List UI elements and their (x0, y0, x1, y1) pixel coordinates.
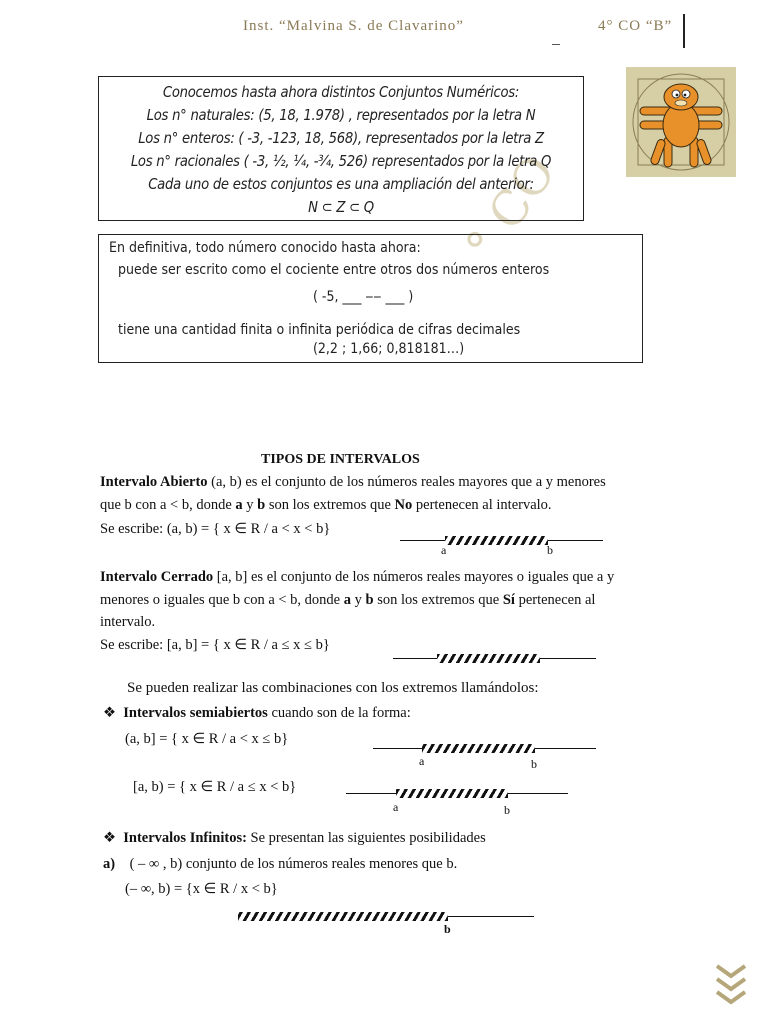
interval-hatch (396, 789, 508, 798)
label-b: b (531, 757, 537, 771)
box1-line: Los n° naturales: (5, 18, 1.978) , representados por la letra N (146, 106, 536, 124)
label-a: a (393, 800, 399, 814)
label-b: b (504, 803, 510, 817)
scroll-down-icon[interactable] (714, 962, 748, 1011)
abierto-escribe: Se escribe: (a, b) = { x ∈ R / a < x < b} (100, 521, 331, 537)
bullet-icon: ❖ (103, 705, 116, 721)
box1-line: N ⊂ Z ⊂ Q (308, 198, 374, 216)
section-title: TIPOS DE INTERVALOS (261, 452, 420, 467)
abierto-text-2c: pertenecen al intervalo. (412, 497, 552, 513)
cerrado-b: b (365, 592, 374, 608)
inf-a-def: (– ∞, b) = {x ∈ R / x < b} (125, 881, 278, 897)
box1-line: Conocemos hasta ahora distintos Conjuntos Numéricos: (162, 83, 520, 101)
header-dash (552, 44, 560, 45)
box1-line: Cada uno de estos conjuntos es una ampliación del anterior: (148, 175, 534, 193)
bullet-icon: ❖ (103, 830, 116, 846)
box2-line-5: (2,2 ; 1,66; 0,818181…) (313, 341, 465, 357)
semi-text: cuando son de la forma: (267, 705, 411, 721)
abierto-line-2 (100, 497, 552, 514)
cerrado-text-1: [a, b] es el conjunto de los números reales mayores o iguales que a y (216, 569, 615, 585)
label-a: a (441, 543, 447, 557)
cerrado-term: Intervalo Cerrado (100, 569, 214, 585)
garfield-vitruvian-image (626, 67, 736, 177)
cerrado-a: a (343, 592, 351, 608)
interval-hatch (422, 744, 535, 753)
box2-line-3: ( -5, ___ ‒‒ ___ ) (313, 289, 414, 305)
abierto-y: y (242, 497, 258, 513)
cerrado-text-2b: son los extremos que (373, 592, 503, 608)
abierto-text-1: (a, b) es el conjunto de los números reales mayores que a y menores (211, 474, 606, 490)
abierto-b: b (257, 497, 266, 513)
combinaciones-text: Se pueden realizar las combinaciones con los extremos llamándolos: (127, 680, 539, 696)
interval-hatch (437, 654, 540, 663)
watermark: ° CO (455, 145, 568, 273)
inf-heading (103, 830, 486, 847)
cerrado-y: y (351, 592, 366, 608)
box2-line-1: En definitiva, todo número conocido hasta ahora: (109, 240, 421, 256)
semi-1: (a, b] = { x ∈ R / a < x ≤ b} (125, 731, 289, 747)
inf-a (103, 856, 457, 873)
abierto-text-2b: son los extremos que (265, 497, 395, 513)
numeric-sets-box (98, 76, 584, 221)
box1-line: Los n° racionales ( -3, ½, ¼, -¾, 526) representados por la letra Q (130, 152, 552, 170)
label-b: b (547, 543, 553, 557)
semi-term: Intervalos semiabiertos (123, 705, 268, 721)
abierto-text-2a: que b con a < b, donde (100, 497, 236, 513)
semi-heading (103, 705, 411, 722)
inf-a-text: ( – ∞ , b) conjunto de los números reales menores que b. (129, 856, 458, 872)
cerrado-escribe: Se escribe: [a, b] = { x ∈ R / a ≤ x ≤ b} (100, 637, 330, 653)
cerrado-text-2c: pertenecen al (514, 592, 596, 608)
header-course: 4° CO “B” (598, 18, 673, 34)
cerrado-text-3: intervalo. (100, 614, 156, 630)
semi-2: [a, b) = { x ∈ R / a ≤ x < b} (133, 779, 297, 795)
inf-text: Se presentan las siguientes posibilidades (246, 830, 486, 846)
label-b: b (444, 922, 451, 936)
abierto-term: Intervalo Abierto (100, 474, 208, 490)
cerrado-line-1 (100, 569, 614, 586)
abierto-no: No (394, 497, 413, 513)
cerrado-si: Sí (502, 592, 515, 608)
abierto-a: a (235, 497, 243, 513)
box2-line-4: tiene una cantidad finita o infinita periódica de cifras decimales (118, 322, 521, 338)
definition-box (98, 234, 643, 363)
label-a: a (419, 754, 425, 768)
cerrado-line-2 (100, 592, 595, 609)
interval-hatch (445, 536, 548, 545)
inf-term: Intervalos Infinitos: (123, 830, 247, 846)
header-school: Inst. “Malvina S. de Clavarino” (243, 18, 464, 34)
abierto-line-1 (100, 474, 606, 491)
header-divider (683, 14, 685, 48)
box2-line-2: puede ser escrito como el cociente entre otros dos números enteros (118, 262, 550, 278)
interval-hatch (238, 912, 448, 921)
box1-line: Los n° enteros: ( -3, -123, 18, 568), representados por la letra Z (138, 129, 544, 147)
cerrado-text-2a: menores o iguales que b con a < b, donde (100, 592, 344, 608)
inf-a-label: a) (103, 856, 116, 872)
